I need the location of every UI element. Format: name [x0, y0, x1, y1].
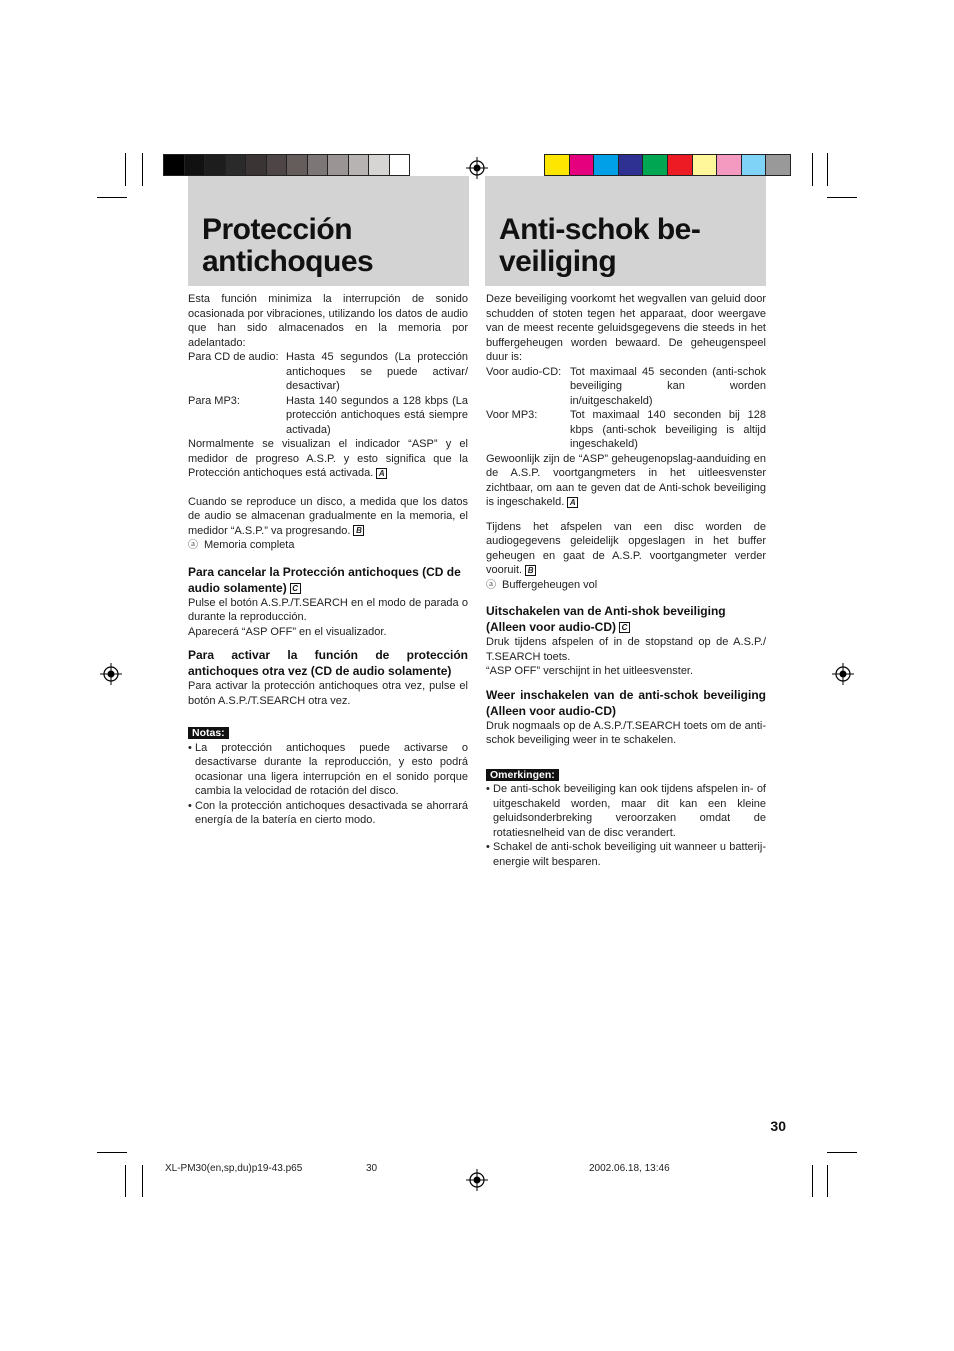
registration-mark-icon [466, 1169, 488, 1191]
color-swatch [390, 155, 410, 175]
dutch-title-box [485, 176, 766, 286]
grayscale-color-bar [163, 154, 410, 176]
color-swatch [668, 155, 693, 175]
color-swatch [349, 155, 370, 175]
crop-mark [97, 1152, 127, 1153]
dutch-off-text2: “ASP OFF” verschijnt in het uitleesvenster. [486, 665, 694, 677]
spanish-activate-heading: Para activar la función de protección antichoques otra vez (CD de audio solamente) [188, 648, 468, 678]
color-swatch [619, 155, 644, 175]
spanish-column [188, 292, 468, 828]
color-swatch [164, 155, 185, 175]
crop-mark [827, 1165, 828, 1197]
color-swatch [369, 155, 390, 175]
footer-filename: XL-PM30(en,sp,du)p19-43.p65 [165, 1163, 303, 1174]
color-swatch [766, 155, 790, 175]
dutch-off-text1: Druk tijdens afspelen of in de stopstand op de A.S.P./ T.SEARCH toets. [486, 636, 766, 663]
color-swatch [717, 155, 742, 175]
dutch-note-item: • Schakel de anti-schok beveiliging uit wanneer u batterij-energie wilt besparen. [486, 841, 766, 868]
registration-mark-icon [832, 663, 854, 685]
footer-datetime: 2002.06.18, 13:46 [589, 1163, 670, 1174]
crop-mark [97, 197, 127, 198]
color-swatch [594, 155, 619, 175]
spanish-cancel-text2: Aparecerá “ASP OFF” en el visualizador. [188, 625, 387, 638]
color-swatch [267, 155, 288, 175]
figure-ref-c: C [290, 583, 301, 594]
figure-ref-c: C [619, 622, 630, 633]
figure-ref-b: B [353, 525, 364, 536]
dutch-on-heading: Weer inschakelen van de anti-schok beveiliging (Alleen voor audio-CD) [486, 687, 766, 718]
color-swatch [328, 155, 349, 175]
spanish-title: Protección antichoques [202, 213, 374, 278]
dutch-intro: Deze beveiliging voorkomt het wegvallen van geluid door schudden of stoten tegen het apparaat, door weergave van de meest recente geluidsgegevens die steeds in het buffergeheugen worden bewaard. De geheugenspeel duur is: [486, 293, 766, 363]
color-swatch [246, 155, 267, 175]
color-swatch [308, 155, 329, 175]
spanish-playing: Cuando se reproduce un disco, a medida que los datos de audio se almacenan gradualmente en la memoria, el medidor “A.S.P.” va progresando. B [188, 495, 468, 537]
spanish-title-box [188, 176, 469, 286]
registration-mark-icon [100, 663, 122, 685]
dutch-cd-row: Voor audio-CD: Tot maximaal 45 seconden (anti-schok beveiliging kan worden in/uitgeschakeld) [486, 365, 766, 407]
spanish-note-item: • Con la protección antichoques desactivada se ahorrará energía de la batería en cierto modo. [188, 799, 468, 826]
dutch-off-heading: Uitschakelen van de Anti-shok beveiliging (Alleen voor audio-CD) C [486, 604, 726, 634]
crop-mark [125, 153, 126, 186]
crop-mark [142, 1165, 143, 1197]
dutch-notes-label: Omerkingen: [486, 769, 559, 781]
spanish-activate-text: Para activar la protección antichoques otra vez, pulse el botón A.S.P./T.SEARCH otra vez. [188, 680, 468, 707]
crop-mark [827, 153, 828, 186]
dutch-column [486, 292, 766, 869]
dutch-buffer-note: ⓐ Buffergeheugen vol [486, 578, 598, 591]
color-swatch [545, 155, 570, 175]
crop-mark [827, 197, 857, 198]
spanish-intro: Esta función minimiza la interrupción de sonido ocasionada por vibraciones, utilizando los datos de audio que han sido almacenados en la memoria por adelantado: [188, 293, 468, 349]
footer-page: 30 [366, 1163, 378, 1174]
dutch-playing: Tijdens het afspelen van een disc worden de audiogegevens geleidelijk opgeslagen in het buffer geheugen en gaat de A.S.P. voortgangmeter verder vooruit. B [486, 520, 766, 576]
color-swatch [205, 155, 226, 175]
figure-ref-b: B [525, 565, 536, 576]
dutch-normal: Gewoonlijk zijn de “ASP” geheugenopslag-aanduiding en de A.S.P. voortgangmeters in het uitleesvenster zichtbaar, om aan te geven dat de Anti-schok beveiliging is ingeschakeld. A [486, 452, 766, 508]
page-number: 30 [770, 1118, 786, 1134]
dutch-note-item: • De anti-schok beveiliging kan ook tijdens afspelen in- of uitgeschakeld worden, maar dit kan een kleine geluidsonderbreking veroorzaken omdat de rotatiesnelheid van de disc verandert. [486, 783, 766, 839]
figure-ref-a: A [567, 497, 578, 508]
spanish-notes-label: Notas: [188, 727, 229, 739]
spanish-normal: Normalmente se visualizan el indicador “ASP” y el medidor de progreso A.S.P. y esto significa que la Protección antichoques está activada. A [188, 438, 468, 479]
dutch-mp3-row: Voor MP3: Tot maximaal 140 seconden bij 128 kbps (anti-schok beveiliging is altijd ingeschakeld) [486, 409, 766, 450]
spanish-cancel-text1: Pulse el botón A.S.P./T.SEARCH en el modo de parada o durante la reproducción. [188, 596, 468, 623]
crop-mark [142, 153, 143, 186]
crop-mark [812, 153, 813, 186]
dutch-title: Anti-schok be- veiliging [499, 213, 701, 278]
color-swatch [643, 155, 668, 175]
color-swatch [226, 155, 247, 175]
crop-mark [812, 1165, 813, 1197]
figure-ref-a: A [376, 468, 387, 479]
spanish-cd-row: Para CD de audio: Hasta 45 segundos (La protección antichoques se puede activar/ desactivar) [188, 351, 468, 392]
crop-mark [827, 1152, 857, 1153]
color-swatch [742, 155, 767, 175]
spanish-note-item: • La protección antichoques puede activarse o desactivarse durante la reproducción, y esto podrá ocasionar una ligera interrupción en el sonido porque cambia la velocidad de rotación del disco. [188, 741, 468, 797]
spanish-memory-note: ⓐ Memoria completa [188, 539, 295, 551]
color-swatch [185, 155, 206, 175]
crop-mark [125, 1165, 126, 1197]
color-calibration-bar [544, 154, 791, 176]
spanish-cancel-heading: Para cancelar la Protección antichoques (CD de audio solamente) C [188, 564, 461, 595]
color-swatch [570, 155, 595, 175]
color-swatch [287, 155, 308, 175]
color-swatch [693, 155, 718, 175]
spanish-mp3-row: Para MP3: Hasta 140 segundos a 128 kbps (La protección antichoques está siempre activada) [188, 394, 468, 436]
dutch-on-text: Druk nogmaals op de A.S.P./T.SEARCH toets om de anti-schok beveiliging weer in te schakelen. [486, 719, 766, 746]
